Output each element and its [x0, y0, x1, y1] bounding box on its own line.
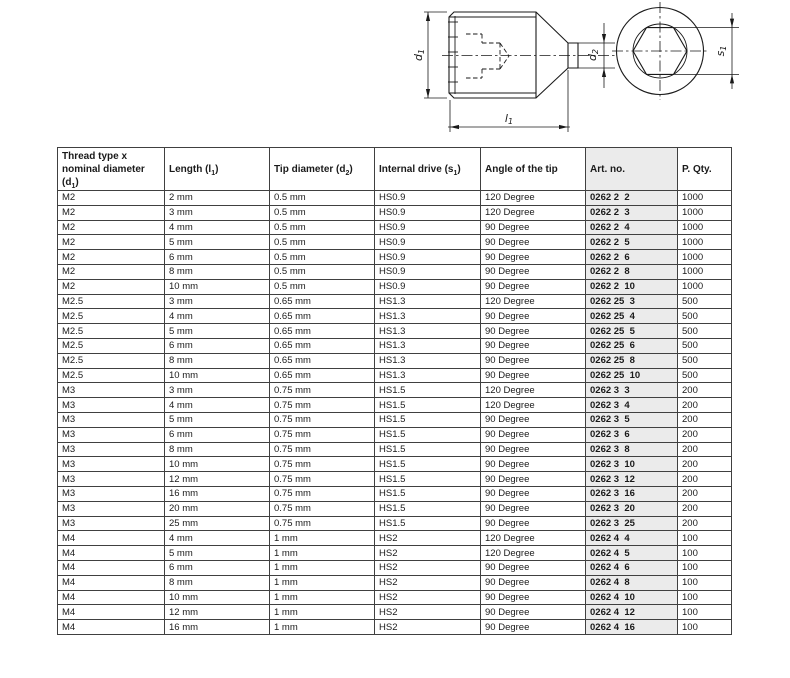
- cell-thread: M4: [58, 590, 165, 605]
- cell-art: 0262 3 20: [586, 501, 678, 516]
- column-header-thread: Thread type x nominal diameter $(d_1)$: [58, 148, 165, 191]
- cell-qty: 1000: [678, 220, 732, 235]
- cell-angle: 90 Degree: [481, 235, 586, 250]
- cell-tip: 0.75 mm: [270, 383, 375, 398]
- cell-length: 25 mm: [165, 516, 270, 531]
- cell-drive: HS1.3: [375, 338, 481, 353]
- table-row: [58, 220, 732, 235]
- cell-length: 12 mm: [165, 472, 270, 487]
- cell-length: 5 mm: [165, 324, 270, 339]
- cell-art: 0262 4 8: [586, 575, 678, 590]
- cell-drive: HS1.5: [375, 516, 481, 531]
- cell-angle: 120 Degree: [481, 383, 586, 398]
- cell-qty: 200: [678, 486, 732, 501]
- cell-qty: 500: [678, 353, 732, 368]
- cell-length: 10 mm: [165, 590, 270, 605]
- cell-art: 0262 25 5: [586, 324, 678, 339]
- table-row: [58, 294, 732, 309]
- cell-tip: 0.5 mm: [270, 220, 375, 235]
- cell-tip: 0.75 mm: [270, 472, 375, 487]
- table-row: [58, 457, 732, 472]
- cell-thread: M4: [58, 620, 165, 635]
- cell-angle: 90 Degree: [481, 353, 586, 368]
- cell-art: 0262 25 6: [586, 338, 678, 353]
- column-header-length: Length $(l_1)$: [165, 148, 270, 191]
- cell-drive: HS1.5: [375, 486, 481, 501]
- cell-qty: 500: [678, 338, 732, 353]
- cell-drive: HS1.5: [375, 398, 481, 413]
- column-header-tip: Tip diameter $(d_2)$: [270, 148, 375, 191]
- cell-drive: HS1.5: [375, 457, 481, 472]
- cell-drive: HS1.3: [375, 368, 481, 383]
- cell-tip: 0.65 mm: [270, 368, 375, 383]
- cell-thread: M3: [58, 472, 165, 487]
- technical-drawing: [412, 0, 790, 142]
- table-row: [58, 191, 732, 206]
- cell-length: 20 mm: [165, 501, 270, 516]
- cell-tip: 1 mm: [270, 546, 375, 561]
- dim-label-s1: s1: [714, 45, 728, 57]
- cell-thread: M2: [58, 191, 165, 206]
- cell-drive: HS1.3: [375, 324, 481, 339]
- table-row: [58, 205, 732, 220]
- cell-tip: 0.75 mm: [270, 398, 375, 413]
- cell-qty: 200: [678, 427, 732, 442]
- cell-art: 0262 25 10: [586, 368, 678, 383]
- table-row: [58, 546, 732, 561]
- cell-art: 0262 2 5: [586, 235, 678, 250]
- table-body: [58, 191, 732, 635]
- cell-thread: M3: [58, 486, 165, 501]
- cell-length: 5 mm: [165, 235, 270, 250]
- cell-drive: HS2: [375, 575, 481, 590]
- cell-drive: HS0.9: [375, 279, 481, 294]
- table-row: [58, 235, 732, 250]
- cell-angle: 90 Degree: [481, 605, 586, 620]
- cell-length: 10 mm: [165, 457, 270, 472]
- table-row: [58, 442, 732, 457]
- header-row: [58, 148, 732, 191]
- table-row: [58, 398, 732, 413]
- cell-drive: HS2: [375, 605, 481, 620]
- cell-thread: M2: [58, 220, 165, 235]
- table-row: [58, 560, 732, 575]
- cell-tip: 0.5 mm: [270, 235, 375, 250]
- cell-qty: 100: [678, 531, 732, 546]
- cell-qty: 200: [678, 442, 732, 457]
- cell-qty: 1000: [678, 264, 732, 279]
- cell-length: 4 mm: [165, 531, 270, 546]
- cell-length: 4 mm: [165, 309, 270, 324]
- table-row: [58, 368, 732, 383]
- cell-art: 0262 3 3: [586, 383, 678, 398]
- cell-angle: 90 Degree: [481, 324, 586, 339]
- cell-length: 2 mm: [165, 191, 270, 206]
- table-row: [58, 516, 732, 531]
- cell-thread: M2.5: [58, 294, 165, 309]
- cell-tip: 1 mm: [270, 531, 375, 546]
- cell-qty: 100: [678, 590, 732, 605]
- cell-qty: 1000: [678, 250, 732, 265]
- cell-length: 6 mm: [165, 560, 270, 575]
- table-row: [58, 309, 732, 324]
- cell-tip: 0.65 mm: [270, 324, 375, 339]
- cell-thread: M2: [58, 279, 165, 294]
- cell-art: 0262 3 12: [586, 472, 678, 487]
- cell-thread: M3: [58, 457, 165, 472]
- cell-drive: HS1.3: [375, 309, 481, 324]
- side-view: [412, 12, 616, 132]
- table-row: [58, 486, 732, 501]
- cell-tip: 0.5 mm: [270, 279, 375, 294]
- cell-length: 4 mm: [165, 220, 270, 235]
- cell-qty: 200: [678, 383, 732, 398]
- cell-art: 0262 3 6: [586, 427, 678, 442]
- cell-angle: 90 Degree: [481, 368, 586, 383]
- cell-drive: HS1.3: [375, 353, 481, 368]
- cell-art: 0262 25 3: [586, 294, 678, 309]
- cell-angle: 90 Degree: [481, 516, 586, 531]
- cell-art: 0262 4 10: [586, 590, 678, 605]
- cell-thread: M2.5: [58, 324, 165, 339]
- cell-qty: 200: [678, 398, 732, 413]
- cell-tip: 0.65 mm: [270, 309, 375, 324]
- cell-drive: HS1.5: [375, 412, 481, 427]
- cell-angle: 90 Degree: [481, 427, 586, 442]
- table-row: [58, 353, 732, 368]
- dimension-l1: [448, 70, 570, 132]
- cell-qty: 200: [678, 472, 732, 487]
- cell-thread: M3: [58, 501, 165, 516]
- cell-qty: 100: [678, 560, 732, 575]
- cell-drive: HS2: [375, 560, 481, 575]
- cell-length: 8 mm: [165, 575, 270, 590]
- cell-length: 4 mm: [165, 398, 270, 413]
- cell-art: 0262 4 16: [586, 620, 678, 635]
- column-header-drive: Internal drive $(s_1)$: [375, 148, 481, 191]
- cell-thread: M3: [58, 427, 165, 442]
- cell-art: 0262 3 25: [586, 516, 678, 531]
- product-table: [57, 147, 732, 635]
- cell-art: 0262 2 6: [586, 250, 678, 265]
- cell-angle: 90 Degree: [481, 560, 586, 575]
- cell-tip: 0.75 mm: [270, 427, 375, 442]
- cell-angle: 120 Degree: [481, 546, 586, 561]
- end-view: [612, 2, 739, 100]
- cell-art: 0262 4 6: [586, 560, 678, 575]
- cell-length: 12 mm: [165, 605, 270, 620]
- cell-qty: 500: [678, 294, 732, 309]
- table-row: [58, 531, 732, 546]
- cell-art: 0262 2 2: [586, 191, 678, 206]
- cell-qty: 200: [678, 457, 732, 472]
- cell-angle: 90 Degree: [481, 590, 586, 605]
- set-screw-drawing: [412, 0, 790, 142]
- cell-qty: 1000: [678, 279, 732, 294]
- table-row: [58, 605, 732, 620]
- cell-angle: 90 Degree: [481, 457, 586, 472]
- table-row: [58, 324, 732, 339]
- cell-angle: 90 Degree: [481, 620, 586, 635]
- table-row: [58, 427, 732, 442]
- column-header-angle: Angle of the tip: [481, 148, 586, 191]
- table-row: [58, 472, 732, 487]
- cell-drive: HS0.9: [375, 220, 481, 235]
- cell-drive: HS2: [375, 590, 481, 605]
- cell-angle: 120 Degree: [481, 191, 586, 206]
- cell-angle: 120 Degree: [481, 531, 586, 546]
- table-row: [58, 383, 732, 398]
- cell-thread: M2: [58, 235, 165, 250]
- table-header: [58, 148, 732, 191]
- cell-tip: 1 mm: [270, 590, 375, 605]
- cell-art: 0262 25 4: [586, 309, 678, 324]
- cell-length: 6 mm: [165, 338, 270, 353]
- cell-angle: 90 Degree: [481, 279, 586, 294]
- cell-thread: M3: [58, 398, 165, 413]
- cell-qty: 1000: [678, 191, 732, 206]
- table-row: [58, 501, 732, 516]
- cell-thread: M3: [58, 383, 165, 398]
- cell-tip: 0.75 mm: [270, 486, 375, 501]
- cell-art: 0262 3 10: [586, 457, 678, 472]
- cell-drive: HS1.5: [375, 501, 481, 516]
- cell-qty: 1000: [678, 205, 732, 220]
- table-row: [58, 620, 732, 635]
- cell-angle: 90 Degree: [481, 309, 586, 324]
- cell-art: 0262 4 12: [586, 605, 678, 620]
- cell-thread: M4: [58, 531, 165, 546]
- cell-length: 8 mm: [165, 264, 270, 279]
- cell-thread: M3: [58, 442, 165, 457]
- cell-thread: M2.5: [58, 368, 165, 383]
- cell-drive: HS0.9: [375, 235, 481, 250]
- cell-drive: HS1.5: [375, 442, 481, 457]
- cell-length: 16 mm: [165, 486, 270, 501]
- cell-angle: 90 Degree: [481, 412, 586, 427]
- product-table-wrap: [57, 147, 731, 635]
- cell-drive: HS1.5: [375, 427, 481, 442]
- cell-length: 5 mm: [165, 412, 270, 427]
- table-row: [58, 590, 732, 605]
- cell-drive: HS1.5: [375, 383, 481, 398]
- cell-angle: 120 Degree: [481, 398, 586, 413]
- cell-tip: 0.75 mm: [270, 457, 375, 472]
- cell-art: 0262 3 16: [586, 486, 678, 501]
- cell-angle: 90 Degree: [481, 250, 586, 265]
- cell-qty: 500: [678, 309, 732, 324]
- cell-tip: 1 mm: [270, 560, 375, 575]
- cell-drive: HS0.9: [375, 191, 481, 206]
- cell-qty: 100: [678, 575, 732, 590]
- cell-qty: 1000: [678, 235, 732, 250]
- cell-tip: 1 mm: [270, 620, 375, 635]
- dim-label-d2: d2: [586, 48, 600, 62]
- cell-drive: HS0.9: [375, 250, 481, 265]
- cell-thread: M2: [58, 205, 165, 220]
- cell-length: 6 mm: [165, 250, 270, 265]
- cell-angle: 90 Degree: [481, 264, 586, 279]
- cell-art: 0262 25 8: [586, 353, 678, 368]
- cell-thread: M2: [58, 250, 165, 265]
- cell-art: 0262 3 8: [586, 442, 678, 457]
- dimension-d1: [412, 12, 447, 98]
- cell-angle: 90 Degree: [481, 486, 586, 501]
- cell-drive: HS0.9: [375, 264, 481, 279]
- cell-drive: HS1.3: [375, 294, 481, 309]
- cell-drive: HS1.5: [375, 472, 481, 487]
- cell-thread: M4: [58, 560, 165, 575]
- cell-length: 8 mm: [165, 353, 270, 368]
- cell-qty: 500: [678, 324, 732, 339]
- hex-socket-hidden-lines: [466, 34, 509, 78]
- cell-drive: HS2: [375, 531, 481, 546]
- table-row: [58, 575, 732, 590]
- cell-qty: 100: [678, 546, 732, 561]
- dim-label-d1: d1: [412, 48, 426, 62]
- cell-art: 0262 3 5: [586, 412, 678, 427]
- cell-qty: 200: [678, 412, 732, 427]
- cell-angle: 90 Degree: [481, 575, 586, 590]
- column-header-art: Art. no.: [586, 148, 678, 191]
- cell-tip: 0.75 mm: [270, 516, 375, 531]
- cell-art: 0262 2 4: [586, 220, 678, 235]
- cell-art: 0262 4 5: [586, 546, 678, 561]
- cell-tip: 0.5 mm: [270, 250, 375, 265]
- cell-qty: 100: [678, 605, 732, 620]
- cell-art: 0262 2 10: [586, 279, 678, 294]
- column-header-qty: P. Qty.: [678, 148, 732, 191]
- cell-tip: 1 mm: [270, 605, 375, 620]
- cell-qty: 100: [678, 620, 732, 635]
- cell-thread: M2.5: [58, 309, 165, 324]
- cell-length: 3 mm: [165, 383, 270, 398]
- cell-tip: 0.65 mm: [270, 294, 375, 309]
- cell-thread: M4: [58, 546, 165, 561]
- table-row: [58, 412, 732, 427]
- cell-thread: M2: [58, 264, 165, 279]
- cell-thread: M3: [58, 412, 165, 427]
- cell-angle: 90 Degree: [481, 220, 586, 235]
- cell-length: 16 mm: [165, 620, 270, 635]
- cell-length: 5 mm: [165, 546, 270, 561]
- table-row: [58, 279, 732, 294]
- cell-art: 0262 2 3: [586, 205, 678, 220]
- cell-angle: 90 Degree: [481, 442, 586, 457]
- cell-angle: 90 Degree: [481, 501, 586, 516]
- cell-angle: 120 Degree: [481, 294, 586, 309]
- cell-tip: 0.75 mm: [270, 501, 375, 516]
- cell-tip: 1 mm: [270, 575, 375, 590]
- cell-qty: 200: [678, 501, 732, 516]
- table-row: [58, 250, 732, 265]
- cell-length: 8 mm: [165, 442, 270, 457]
- cell-thread: M2.5: [58, 338, 165, 353]
- cell-qty: 500: [678, 368, 732, 383]
- cell-drive: HS2: [375, 546, 481, 561]
- cell-art: 0262 4 4: [586, 531, 678, 546]
- cell-thread: M3: [58, 516, 165, 531]
- cell-art: 0262 2 8: [586, 264, 678, 279]
- cell-qty: 200: [678, 516, 732, 531]
- cell-angle: 120 Degree: [481, 205, 586, 220]
- cell-tip: 0.75 mm: [270, 412, 375, 427]
- cell-drive: HS0.9: [375, 205, 481, 220]
- cell-length: 3 mm: [165, 294, 270, 309]
- cell-tip: 0.5 mm: [270, 205, 375, 220]
- cell-length: 6 mm: [165, 427, 270, 442]
- cell-angle: 90 Degree: [481, 338, 586, 353]
- table-row: [58, 338, 732, 353]
- cell-drive: HS2: [375, 620, 481, 635]
- cell-thread: M4: [58, 575, 165, 590]
- cell-tip: 0.65 mm: [270, 338, 375, 353]
- cell-tip: 0.5 mm: [270, 264, 375, 279]
- cell-tip: 0.65 mm: [270, 353, 375, 368]
- table-row: [58, 264, 732, 279]
- cell-thread: M2.5: [58, 353, 165, 368]
- dim-label-l1: l1: [504, 112, 514, 126]
- cell-tip: 0.75 mm: [270, 442, 375, 457]
- cell-thread: M4: [58, 605, 165, 620]
- cell-tip: 0.5 mm: [270, 191, 375, 206]
- cell-angle: 90 Degree: [481, 472, 586, 487]
- cell-length: 10 mm: [165, 368, 270, 383]
- cell-art: 0262 3 4: [586, 398, 678, 413]
- cell-length: 10 mm: [165, 279, 270, 294]
- cell-length: 3 mm: [165, 205, 270, 220]
